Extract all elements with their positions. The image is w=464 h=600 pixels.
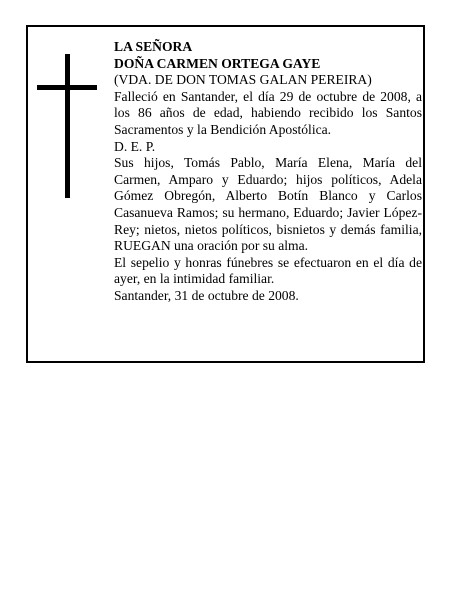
widow-of-line: (VDA. DE DON TOMAS GALAN PEREIRA) (114, 72, 372, 88)
place-date-line: Santander, 31 de octubre de 2008. (114, 287, 299, 303)
cross-vertical-bar (65, 54, 70, 198)
cross-icon (37, 54, 97, 198)
funeral-paragraph: El sepelio y honras fúnebres se efectuaron en el día de ayer, en la intimidad familiar. (114, 254, 422, 287)
deceased-name: DOÑA CARMEN ORTEGA GAYE (114, 55, 321, 71)
obituary-text (114, 39, 422, 305)
dep-line: D. E. P. (114, 138, 156, 154)
death-paragraph: Falleció en Santander, el día 29 de octubre de 2008, a los 86 años de edad, habiendo recibido los Santos Sacramentos y la Bendición Apostólica. (114, 88, 422, 137)
family-paragraph: Sus hijos, Tomás Pablo, María Elena, María del Carmen, Amparo y Eduardo; hijos políticos, Adela Gómez Obregón, Alberto Botín Blanco y Carlos Casanueva Ramos; su hermano, Eduardo; Javier López-Rey; nietos, nietos políticos, bisnietos y demás familia, RUEGAN una oración por su alma. (114, 155, 422, 254)
cross-horizontal-bar (37, 85, 97, 90)
notice-heading-line1: LA SEÑORA (114, 39, 193, 54)
